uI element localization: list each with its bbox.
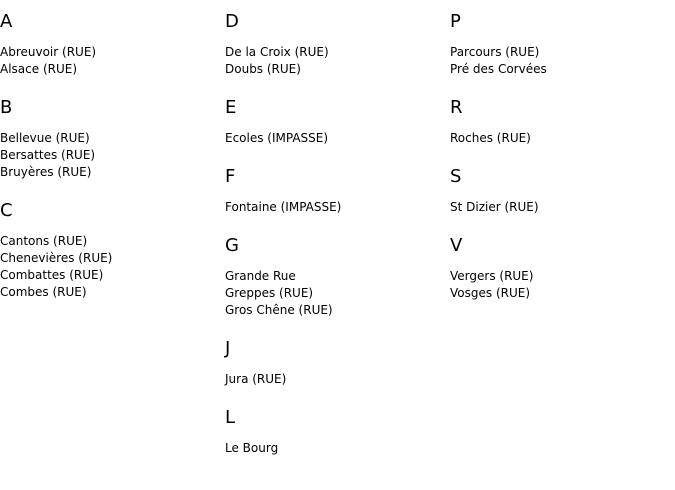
letter-heading: A	[0, 11, 13, 32]
letter-group	[450, 236, 675, 302]
street-link[interactable]: Grande Rue	[225, 269, 296, 283]
street-link[interactable]: Gros Chêne (RUE)	[225, 303, 333, 317]
street-link[interactable]: Roches (RUE)	[450, 131, 531, 145]
letter-heading: V	[450, 235, 463, 256]
street-link[interactable]: Cantons (RUE)	[0, 234, 88, 248]
letter-heading: C	[0, 200, 13, 221]
letter-group	[0, 201, 225, 301]
street-link[interactable]: Doubs (RUE)	[225, 62, 301, 76]
street-link[interactable]: Jura (RUE)	[225, 372, 287, 386]
street-link[interactable]: Fontaine (IMPASSE)	[225, 200, 342, 214]
letter-group	[450, 12, 675, 78]
index-column-1	[0, 12, 225, 321]
street-link[interactable]: Le Bourg	[225, 441, 279, 455]
letter-group	[225, 167, 450, 216]
index-column-3	[450, 12, 675, 322]
street-link[interactable]: St Dizier (RUE)	[450, 200, 539, 214]
letter-group	[225, 236, 450, 319]
letter-group	[225, 12, 450, 78]
street-link[interactable]: Vergers (RUE)	[450, 269, 534, 283]
street-link[interactable]: Pré des Corvées	[450, 62, 547, 76]
street-link[interactable]: Ecoles (IMPASSE)	[225, 131, 329, 145]
street-link[interactable]: Vosges (RUE)	[450, 286, 531, 300]
letter-heading: E	[225, 97, 237, 118]
letter-group	[0, 12, 225, 78]
street-link[interactable]: Greppes (RUE)	[225, 286, 314, 300]
letter-heading: G	[225, 235, 239, 256]
letter-heading: L	[225, 407, 236, 428]
letter-group	[0, 98, 225, 181]
street-link[interactable]: Alsace (RUE)	[0, 62, 78, 76]
letter-group	[450, 167, 675, 216]
street-link[interactable]: Bersattes (RUE)	[0, 148, 96, 162]
street-link[interactable]: Parcours (RUE)	[450, 45, 540, 59]
street-link[interactable]: Combes (RUE)	[0, 285, 87, 299]
street-link[interactable]: De la Croix (RUE)	[225, 45, 329, 59]
street-link[interactable]: Bellevue (RUE)	[0, 131, 90, 145]
letter-heading: B	[0, 97, 13, 118]
letter-heading: D	[225, 11, 239, 32]
letter-group	[225, 408, 450, 457]
letter-heading: J	[225, 338, 231, 359]
letter-heading: R	[450, 97, 463, 118]
street-link[interactable]: Abreuvoir (RUE)	[0, 45, 97, 59]
letter-heading: F	[225, 166, 236, 187]
letter-heading: S	[450, 166, 462, 187]
index-column-2	[225, 12, 450, 477]
street-link[interactable]: Bruyères (RUE)	[0, 165, 92, 179]
street-link[interactable]: Combattes (RUE)	[0, 268, 104, 282]
letter-group	[225, 98, 450, 147]
letter-group	[225, 339, 450, 388]
letter-group	[450, 98, 675, 147]
street-link[interactable]: Chenevières (RUE)	[0, 251, 113, 265]
letter-heading: P	[450, 11, 461, 32]
